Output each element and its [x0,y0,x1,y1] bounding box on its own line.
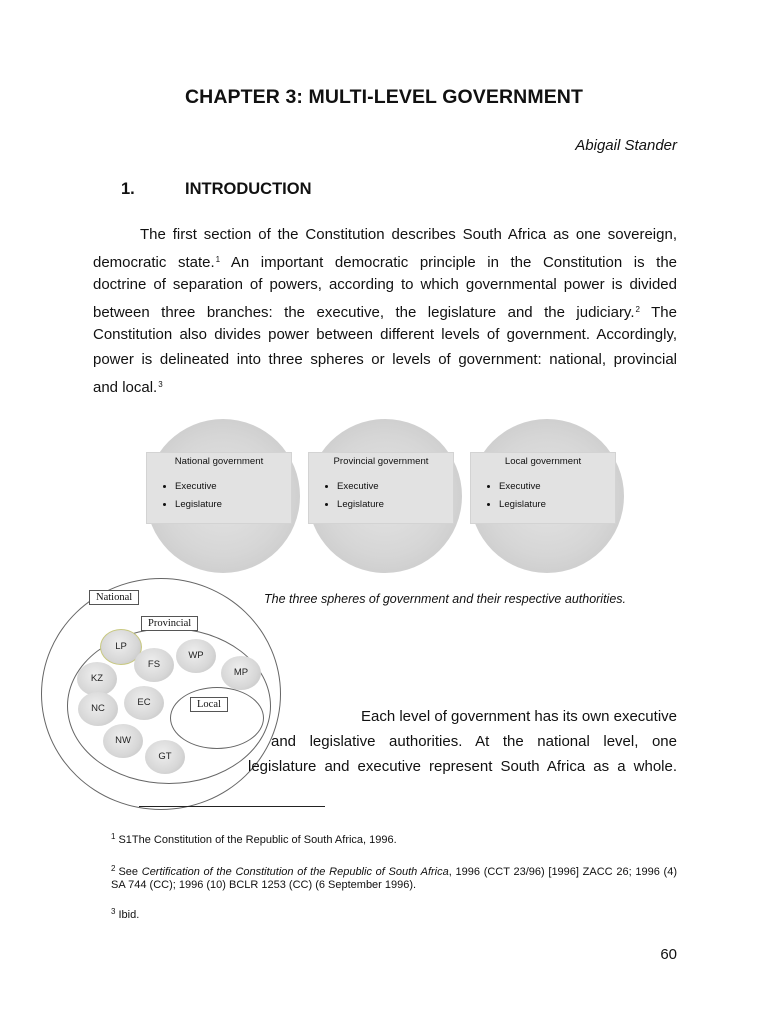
intro-line: power is delineated into three spheres or levels of government: national, provincial [93,351,677,368]
intro-text: and local. [93,379,158,396]
sphere-item: • Legislature [175,496,291,514]
sphere-box-national [146,452,292,524]
province-mp: MP [221,656,261,690]
author-name: Abigail Stander [575,137,677,154]
sphere-item: • Executive [337,478,453,496]
footnote-1 [111,830,397,847]
province-lp: LP [100,629,142,665]
footnote-text: See [118,866,142,878]
footnote-3 [111,905,139,922]
footnote-divider [139,806,325,807]
sphere-title: National government [174,456,264,467]
intro-text: democratic state. [93,254,215,271]
province-fs: FS [134,648,174,682]
sphere-item: • Executive [499,478,615,496]
intro-line: doctrine of separation of powers, according to which governmental power is divided [93,276,677,293]
footnote-2 [111,862,677,892]
section-heading [121,180,312,199]
chapter-title: CHAPTER 3: MULTI-LEVEL GOVERNMENT [184,86,583,108]
intro-line [93,372,677,397]
intro-text: An important democratic principle in the Constitution is the [220,254,678,271]
province-ec: EC [124,686,164,720]
intro-line: The first section of the Constitution describes South Africa as one sovereign, [140,226,677,243]
province-wp: WP [176,639,216,673]
intro-line: Constitution also divides power between different levels of government. Accordingly, [93,326,677,343]
sphere-title: Provincial government [333,456,429,467]
sphere-title: Local government [504,456,582,467]
footnote-number: 2 [111,864,116,873]
province-nw: NW [103,724,143,758]
local-label: Local [190,697,228,712]
footnote-text: S1The Constitution of the Republic of South Africa, 1996. [118,834,397,846]
body-line: and legislative authorities. At the national level, one [271,733,677,750]
page-number: 60 [660,946,677,963]
sphere-item: • Legislature [499,496,615,514]
footnote-number: 1 [111,832,116,841]
national-label: National [89,590,139,605]
sphere-item: • Legislature [337,496,453,514]
body-paragraph [248,704,677,779]
footnote-ref[interactable]: 1 [215,255,221,264]
figure-caption: The three spheres of government and their respective authorities. [264,592,627,606]
footnote-case-title: Certification of the Constitution of the Republic of South Africa [141,866,449,878]
intro-text: between three branches: the executive, the legislature and the judiciary. [93,304,635,321]
section-number: 1. [121,180,135,198]
section-title: INTRODUCTION [185,180,312,198]
sphere-box-local [470,452,616,524]
body-line: Each level of government has its own executive [360,708,677,725]
sphere-item: • Executive [175,478,291,496]
footnote-ref[interactable]: 2 [635,305,640,314]
intro-line [93,247,677,272]
province-kz: KZ [77,662,117,696]
province-nc: NC [78,692,118,726]
body-line: legislature and executive represent South Africa as a whole. [248,758,677,775]
province-gt: GT [145,740,185,774]
intro-text: The [639,304,677,321]
footnote-number: 3 [111,907,116,916]
provincial-label: Provincial [141,616,198,631]
intro-line [93,297,677,322]
footnote-text: Ibid. [118,909,140,921]
sphere-box-provincial [308,452,454,524]
footnote-text: , 1996 (CCT 23/96) [1996] ZACC 26; 1996 (4) SA 744 (CC); 1996 (10) BCLR 1253 (CC) (6 September 1996). [111,866,677,891]
footnote-ref[interactable]: 3 [158,380,163,389]
intro-paragraph [93,222,677,397]
